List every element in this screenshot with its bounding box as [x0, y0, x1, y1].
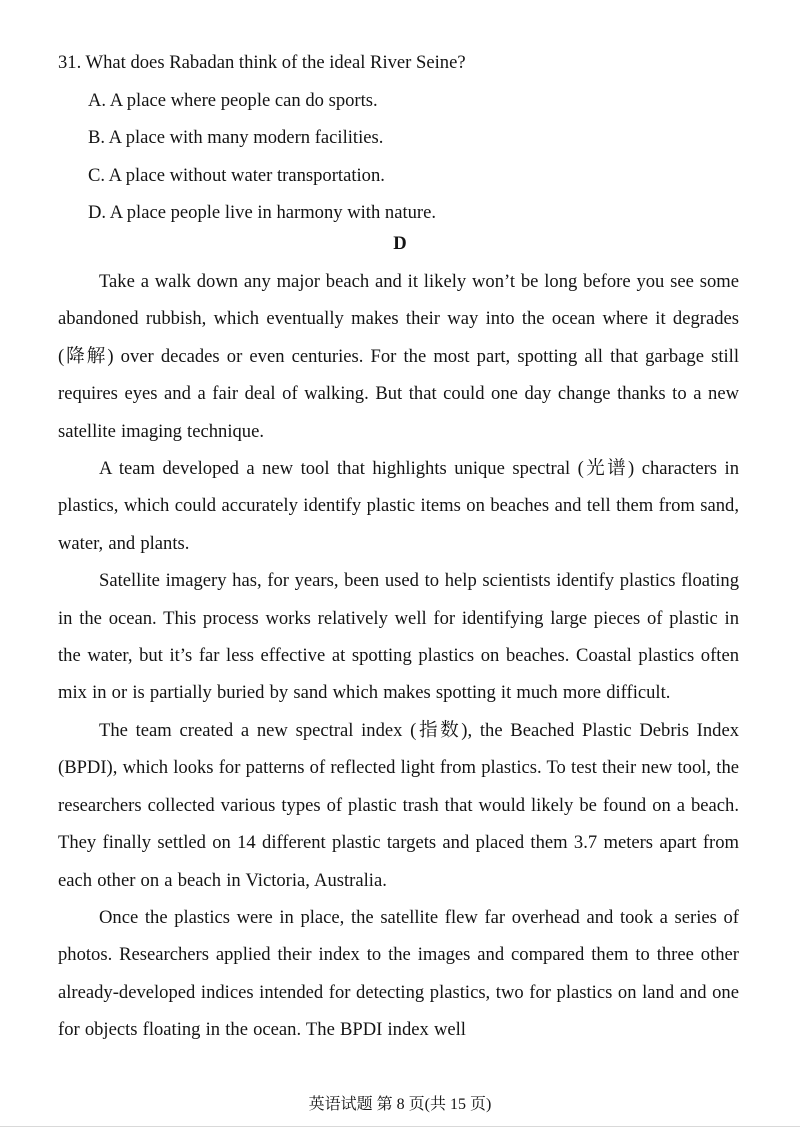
passage-paragraph-4: The team created a new spectral index (指数), the Beached Plastic Debris Index (BPDI), which looks for patterns of reflected light from plastics. To test their new tool, the researchers collected various types of plastic trash that would likely be found on a beach. They finally settled on 14 different plastic targets and placed them 3.7 meters apart from each other on a beach in Victoria, Australia.	[58, 719, 739, 891]
footer-divider	[0, 1126, 800, 1127]
question-stem: 31. What does Rabadan think of the ideal River Seine?	[58, 52, 466, 73]
option-b: B. A place with many modern facilities.	[88, 127, 384, 148]
passage-paragraph-5: Once the plastics were in place, the satellite flew far overhead and took a series of photos. Researchers applied their index to the images and compared them to three other already-developed indices intended for detecting plastics, two for plastics on land and one for objects floating in the ocean. The BPDI index well	[58, 906, 739, 1041]
option-a: A. A place where people can do sports.	[88, 89, 378, 111]
passage-paragraph-3: Satellite imagery has, for years, been used to help scientists identify plastics floating in the ocean. This process works relatively well for identifying large pieces of plastic in the water, but it’s far less effective at spotting plastics on beaches. Coastal plastics often mix in or is partially buried by sand which makes spotting it much more difficult.	[58, 570, 739, 704]
question-31	[58, 44, 748, 232]
page-footer: 英语试题 第 8 页(共 15 页)	[308, 1096, 492, 1113]
reading-passage	[58, 263, 739, 1049]
passage-paragraph-2: A team developed a new tool that highlights unique spectral (光谱) characters in plastics, which could accurately identify plastic items on beaches and tell them from sand, water, and plants.	[58, 458, 739, 554]
option-c: C. A place without water transportation.	[88, 164, 385, 186]
section-heading: D	[393, 233, 407, 254]
option-d: D. A place people live in harmony with nature.	[88, 202, 437, 223]
passage-paragraph-1: Take a walk down any major beach and it likely won’t be long before you see some abandoned rubbish, which eventually makes their way into the ocean where it degrades (降解) over decades or even centuries. For the most part, spotting all that garbage still requires eyes and a fair deal of walking. But that could one day change thanks to a new satellite imaging technique.	[58, 271, 739, 442]
